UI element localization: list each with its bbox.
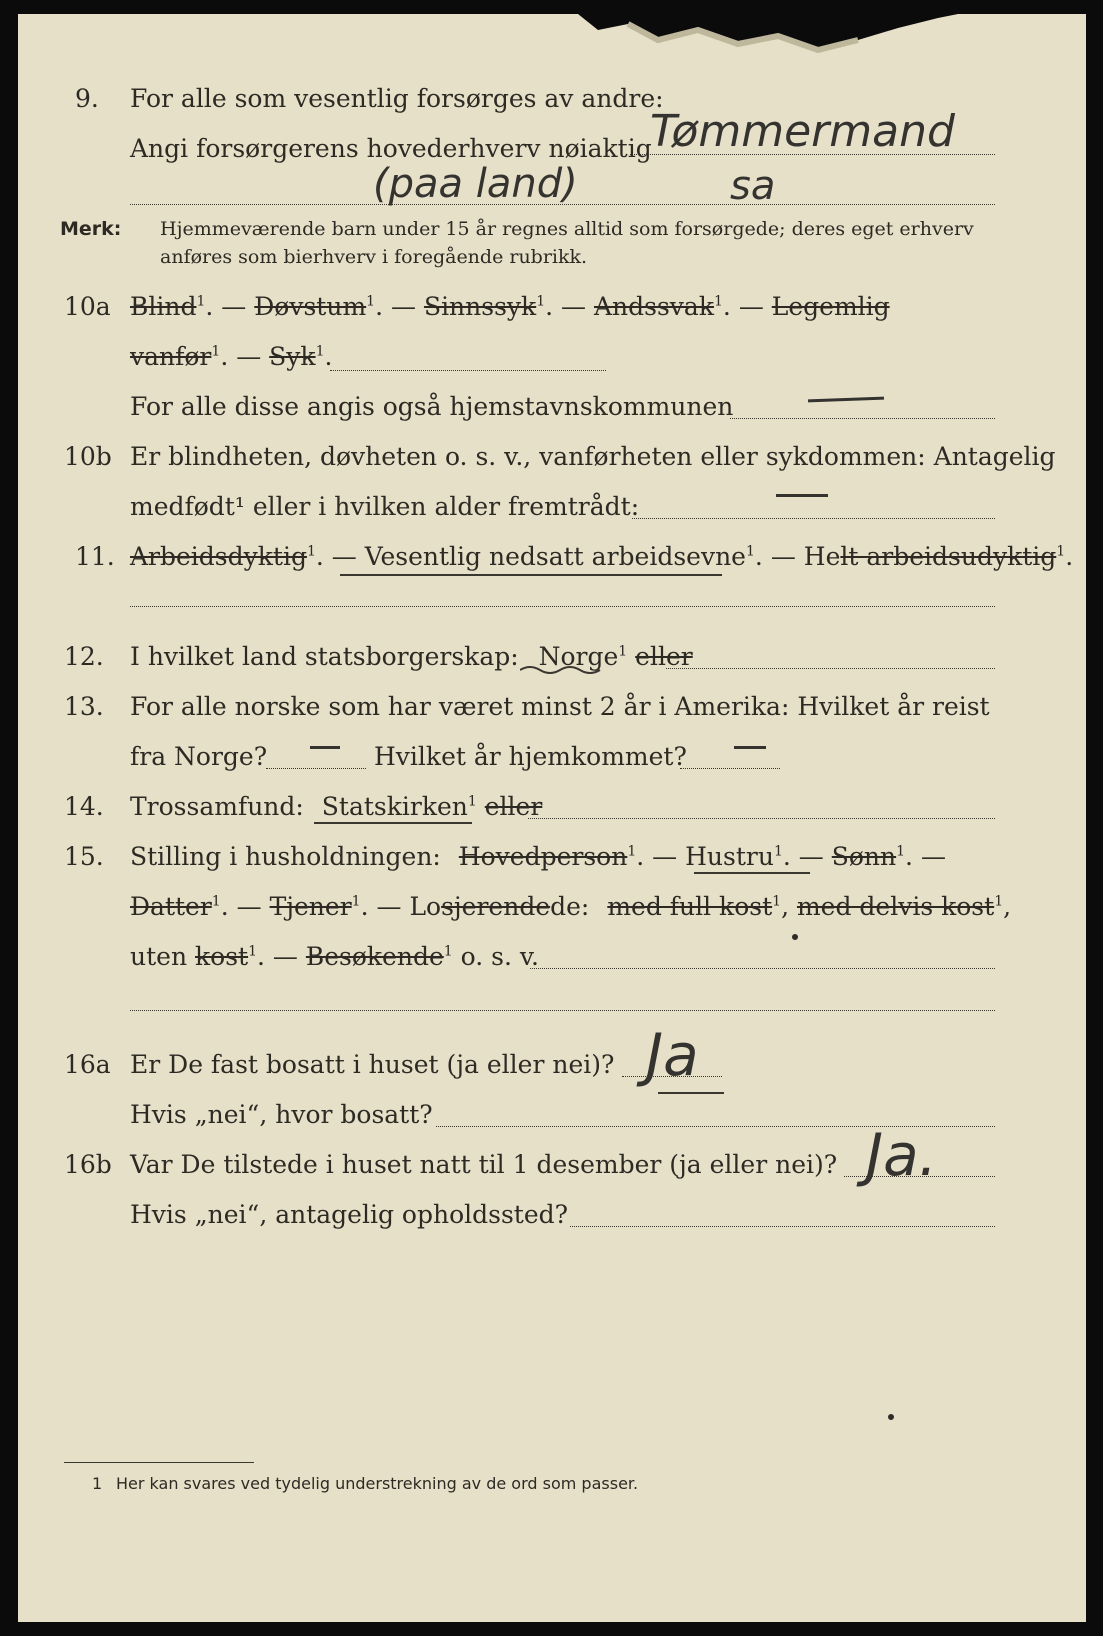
ink-dot-lower [888,1414,894,1420]
q10b-number: 10b [64,442,112,471]
option-uten-kost[interactable]: kost [195,942,249,971]
q13-number: 13. [64,692,104,721]
option-vanfor[interactable]: vanfør [130,342,212,371]
q15-line1: Stilling i husholdningen: Hovedperson$^1$. — Hustru$^1$. — Sønn$^1$. — [130,842,946,871]
torn-edge [538,0,958,60]
merk-line1: Hjemmeværende barn under 15 år regnes alltid som forsørgede; deres eget erhverv [160,218,974,240]
q13-hjemkommet-dash [734,746,766,749]
census-form-page [18,14,1086,1622]
option-hustru[interactable]: Hustru [685,842,774,871]
q14-number: 14. [64,792,104,821]
merk-line2: anføres som bierhverv i foregående rubrikk. [160,246,588,268]
q12-answer-line [666,668,995,669]
q9-number: 9. [75,84,99,113]
q13-line2b: Hvilket år hjemkommet? [374,742,687,771]
q10b-handwritten-dash [776,494,828,497]
q16b-line2: Hvis „nei“, antagelig opholdssted? [130,1200,569,1229]
option-datter[interactable]: Datter [130,892,212,921]
q16a-handwritten-stroke [658,1092,724,1094]
option-delvis-kost[interactable]: med delvis kost [796,892,995,921]
q11-number: 11. [75,542,115,571]
q16a-line2: Hvis „nei“, hvor bosatt? [130,1100,433,1129]
option-eller-trossamfund[interactable]: eller [484,792,543,821]
option-hovedperson[interactable]: Hovedperson [458,842,628,871]
footnote-text: Her kan svares ved tydelig understrekning av de ord som passer. [116,1474,639,1493]
q13-line2a: fra Norge? [130,742,268,771]
option-statskirken[interactable]: Statskirken [321,792,468,821]
option-syk[interactable]: Syk [269,342,316,371]
q13-reist-dash [310,746,340,749]
option-blind[interactable]: Blind [130,292,197,321]
option-arbeidsdyktig[interactable]: Arbeidsdyktig [130,542,307,571]
option-vesentlig-nedsatt[interactable]: Vesentlig nedsatt arbeidsevne [364,542,746,571]
merk-label: Merk: [60,218,122,240]
footnote-divider [64,1462,254,1463]
option-besokende[interactable]: Besøkende [305,942,444,971]
q16a-line1: Er De fast bosatt i huset (ja eller nei)? [130,1050,615,1079]
q12-underline-norge [520,664,604,678]
q14-answer-line [528,818,995,819]
q10a-syk-line [330,370,606,371]
q10a-line3: For alle disse angis også hjemstavnskommunen [130,392,734,421]
q15-underline-hustru [694,872,810,874]
q12-line: I hvilket land statsborgerskap: Norge$^1$ eller [130,642,693,671]
q13-hjemkommet-line [680,768,780,769]
q9-handwritten-sa: sa [730,163,776,209]
q9-line2: Angi forsørgerens hovederhverv nøiaktig [130,134,652,163]
q16a-handwritten-ja: Ja [646,1021,699,1089]
q10a-kommune-line [730,418,995,419]
q16b-line1: Var De tilstede i huset natt til 1 desember (ja eller nei)? [130,1150,838,1179]
q15-line3: uten kost$^1$. — Besøkende$^1$ o. s. v. [130,942,539,971]
q10b-answer-line [632,518,995,519]
ink-dot [792,934,798,940]
option-full-kost[interactable]: med full kost [607,892,773,921]
q11-line1: Arbeidsdyktig$^1$. — Vesentlig nedsatt arbeidsevne$^1$. — Helt arbeidsudyktig$^1$. [130,542,1074,571]
q13-line1: For alle norske som har været minst 2 år i Amerika: Hvilket år reist [130,692,990,721]
option-legemlig[interactable]: Legemlig [771,292,890,321]
option-sinnssyk[interactable]: Sinnssyk [423,292,537,321]
q10b-line2: medfødt¹ eller i hvilken alder fremtrådt: [130,492,640,521]
q11-underline-vesentlig [340,574,722,576]
q14-underline-statskirken [314,822,472,824]
q10a-line2: vanfør$^1$. — Syk$^1$. [130,342,333,371]
option-sonn[interactable]: Sønn [831,842,897,871]
option-tjener[interactable]: Tjener [269,892,352,921]
q11-extra-line [130,606,995,607]
q10b-line1: Er blindheten, døvheten o. s. v., vanførheten eller sykdommen: Antagelig [130,442,1056,471]
option-eller[interactable]: eller [635,642,693,671]
q15-answer-line2 [130,1010,995,1011]
q12-number: 12. [64,642,104,671]
q10a-number: 10a [64,292,111,321]
q16b-number: 16b [64,1150,112,1179]
q15-number: 15. [64,842,104,871]
q15-answer-line1 [530,968,995,969]
option-losjerende[interactable]: sjerende [441,892,551,921]
option-helt-arbeidsudyktig[interactable]: lt arbeidsudyktig [840,542,1057,571]
q13-reist-line [266,768,366,769]
option-norge[interactable]: Norge [538,642,619,671]
q16b-handwritten-ja: Ja. [866,1121,938,1189]
q10a-line1: Blind$^1$. — Døvstum$^1$. — Sinnssyk$^1$. — Andssvak$^1$. — Legemlig [130,292,890,321]
q16a-number: 16a [64,1050,111,1079]
q9-handwritten-qualifier: (paa land) [373,161,578,207]
option-andssvak[interactable]: Andssvak [593,292,714,321]
q15-line2: Datter$^1$. — Tjener$^1$. — Losjerendede: med full kost$^1$, med delvis kost$^1$, [130,892,1012,921]
q9-line1: For alle som vesentlig forsørges av andre: [130,84,664,113]
q9-handwritten-occupation: Tømmermand [650,106,955,157]
footnote-marker: 1 [92,1474,103,1493]
q10a-handwritten-dash [808,397,884,403]
q16b-opholdssted-line [570,1226,995,1227]
option-dovstum[interactable]: Døvstum [254,292,367,321]
q14-line: Trossamfund: Statskirken$^1$ eller [130,792,543,821]
